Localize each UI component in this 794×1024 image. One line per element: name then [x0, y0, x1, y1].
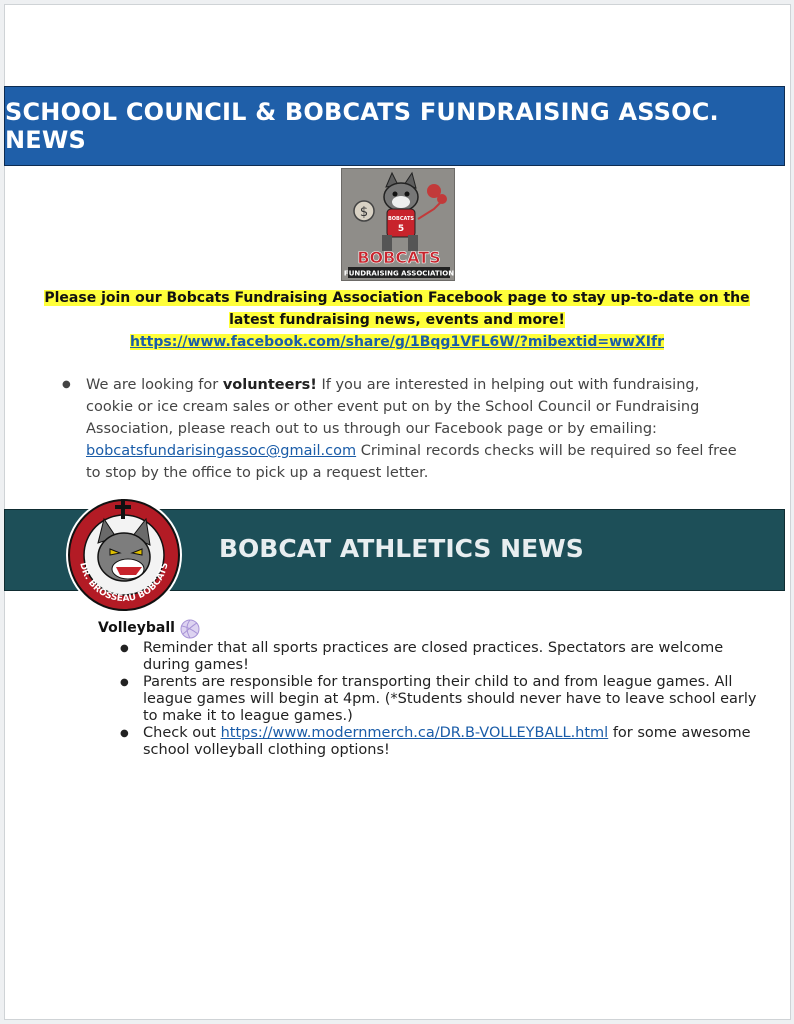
volleyball-merch-link[interactable]: https://www.modernmerch.ca/DR.B-VOLLEYBALL.html — [220, 725, 609, 741]
volleyball-title: Volleyball — [98, 620, 175, 636]
volunteers-paragraph — [86, 374, 742, 484]
volunteers-intro: We are looking for — [86, 377, 223, 393]
volunteers-bold: volunteers! — [222, 377, 317, 393]
fundraising-logo — [341, 168, 455, 281]
bullet-icon: ● — [120, 643, 129, 654]
school-council-title: SCHOOL COUNCIL & BOBCATS FUNDRAISING ASSOC. NEWS — [5, 98, 719, 154]
logo-subtitle: FUNDRAISING ASSOCIATION — [343, 269, 455, 278]
athletics-title: BOBCAT ATHLETICS NEWS — [219, 534, 584, 563]
bobcat-mascot-icon — [342, 169, 455, 281]
list-item-text: for some awesome school volleyball clothing options! — [143, 725, 751, 758]
bullet-icon: ● — [120, 677, 129, 688]
bobcats-emblem-icon — [64, 495, 184, 615]
svg-text:5: 5 — [397, 224, 405, 234]
shirt-text: BOBCATS — [387, 216, 415, 222]
bullet-icon: ● — [120, 728, 129, 739]
list-item-text: Parents are responsible for transporting their child to and from league games. All league games will begin at 4pm. (*Students should never have to leave school early to make it to league games.) — [143, 674, 757, 724]
bullet-icon: ● — [62, 379, 71, 390]
school-council-banner — [4, 86, 785, 166]
list-item — [118, 725, 758, 759]
list-item-text: Check out — [143, 725, 221, 741]
facebook-group-link[interactable]: https://www.facebook.com/share/g/1Bqg1VFL6W/?mibextid=wwXIfr — [130, 334, 664, 350]
fundraising-email-link[interactable]: bobcatsfundarisingassoc@gmail.com — [86, 443, 357, 459]
list-item-text: Reminder that all sports practices are closed practices. Spectators are welcome during games! — [143, 640, 724, 673]
facebook-notice — [40, 287, 754, 353]
volleyball-icon — [180, 619, 200, 639]
emblem-text: DR. BROSSEAU BOBCATS — [77, 561, 171, 605]
list-item — [118, 640, 758, 674]
list-item — [118, 674, 758, 725]
volunteers-body: If you are interested in helping out with fundraising, cookie or ice cream sales or other event put on by the School Council or Fundraising Association, please reach out to us through our Facebook page or by emailing: — [86, 377, 700, 437]
logo-title: BOBCATS — [357, 248, 441, 267]
volleyball-list — [118, 640, 758, 759]
svg-text:$: $ — [359, 205, 369, 220]
facebook-notice-text: Please join our Bobcats Fundraising Association Facebook page to stay up-to-date on the latest fundraising news, events and more! — [44, 290, 750, 328]
volunteers-bullet — [62, 374, 742, 484]
volunteers-tail: Criminal records checks will be required so feel free to stop by the office to pick up a request letter. — [86, 443, 737, 481]
